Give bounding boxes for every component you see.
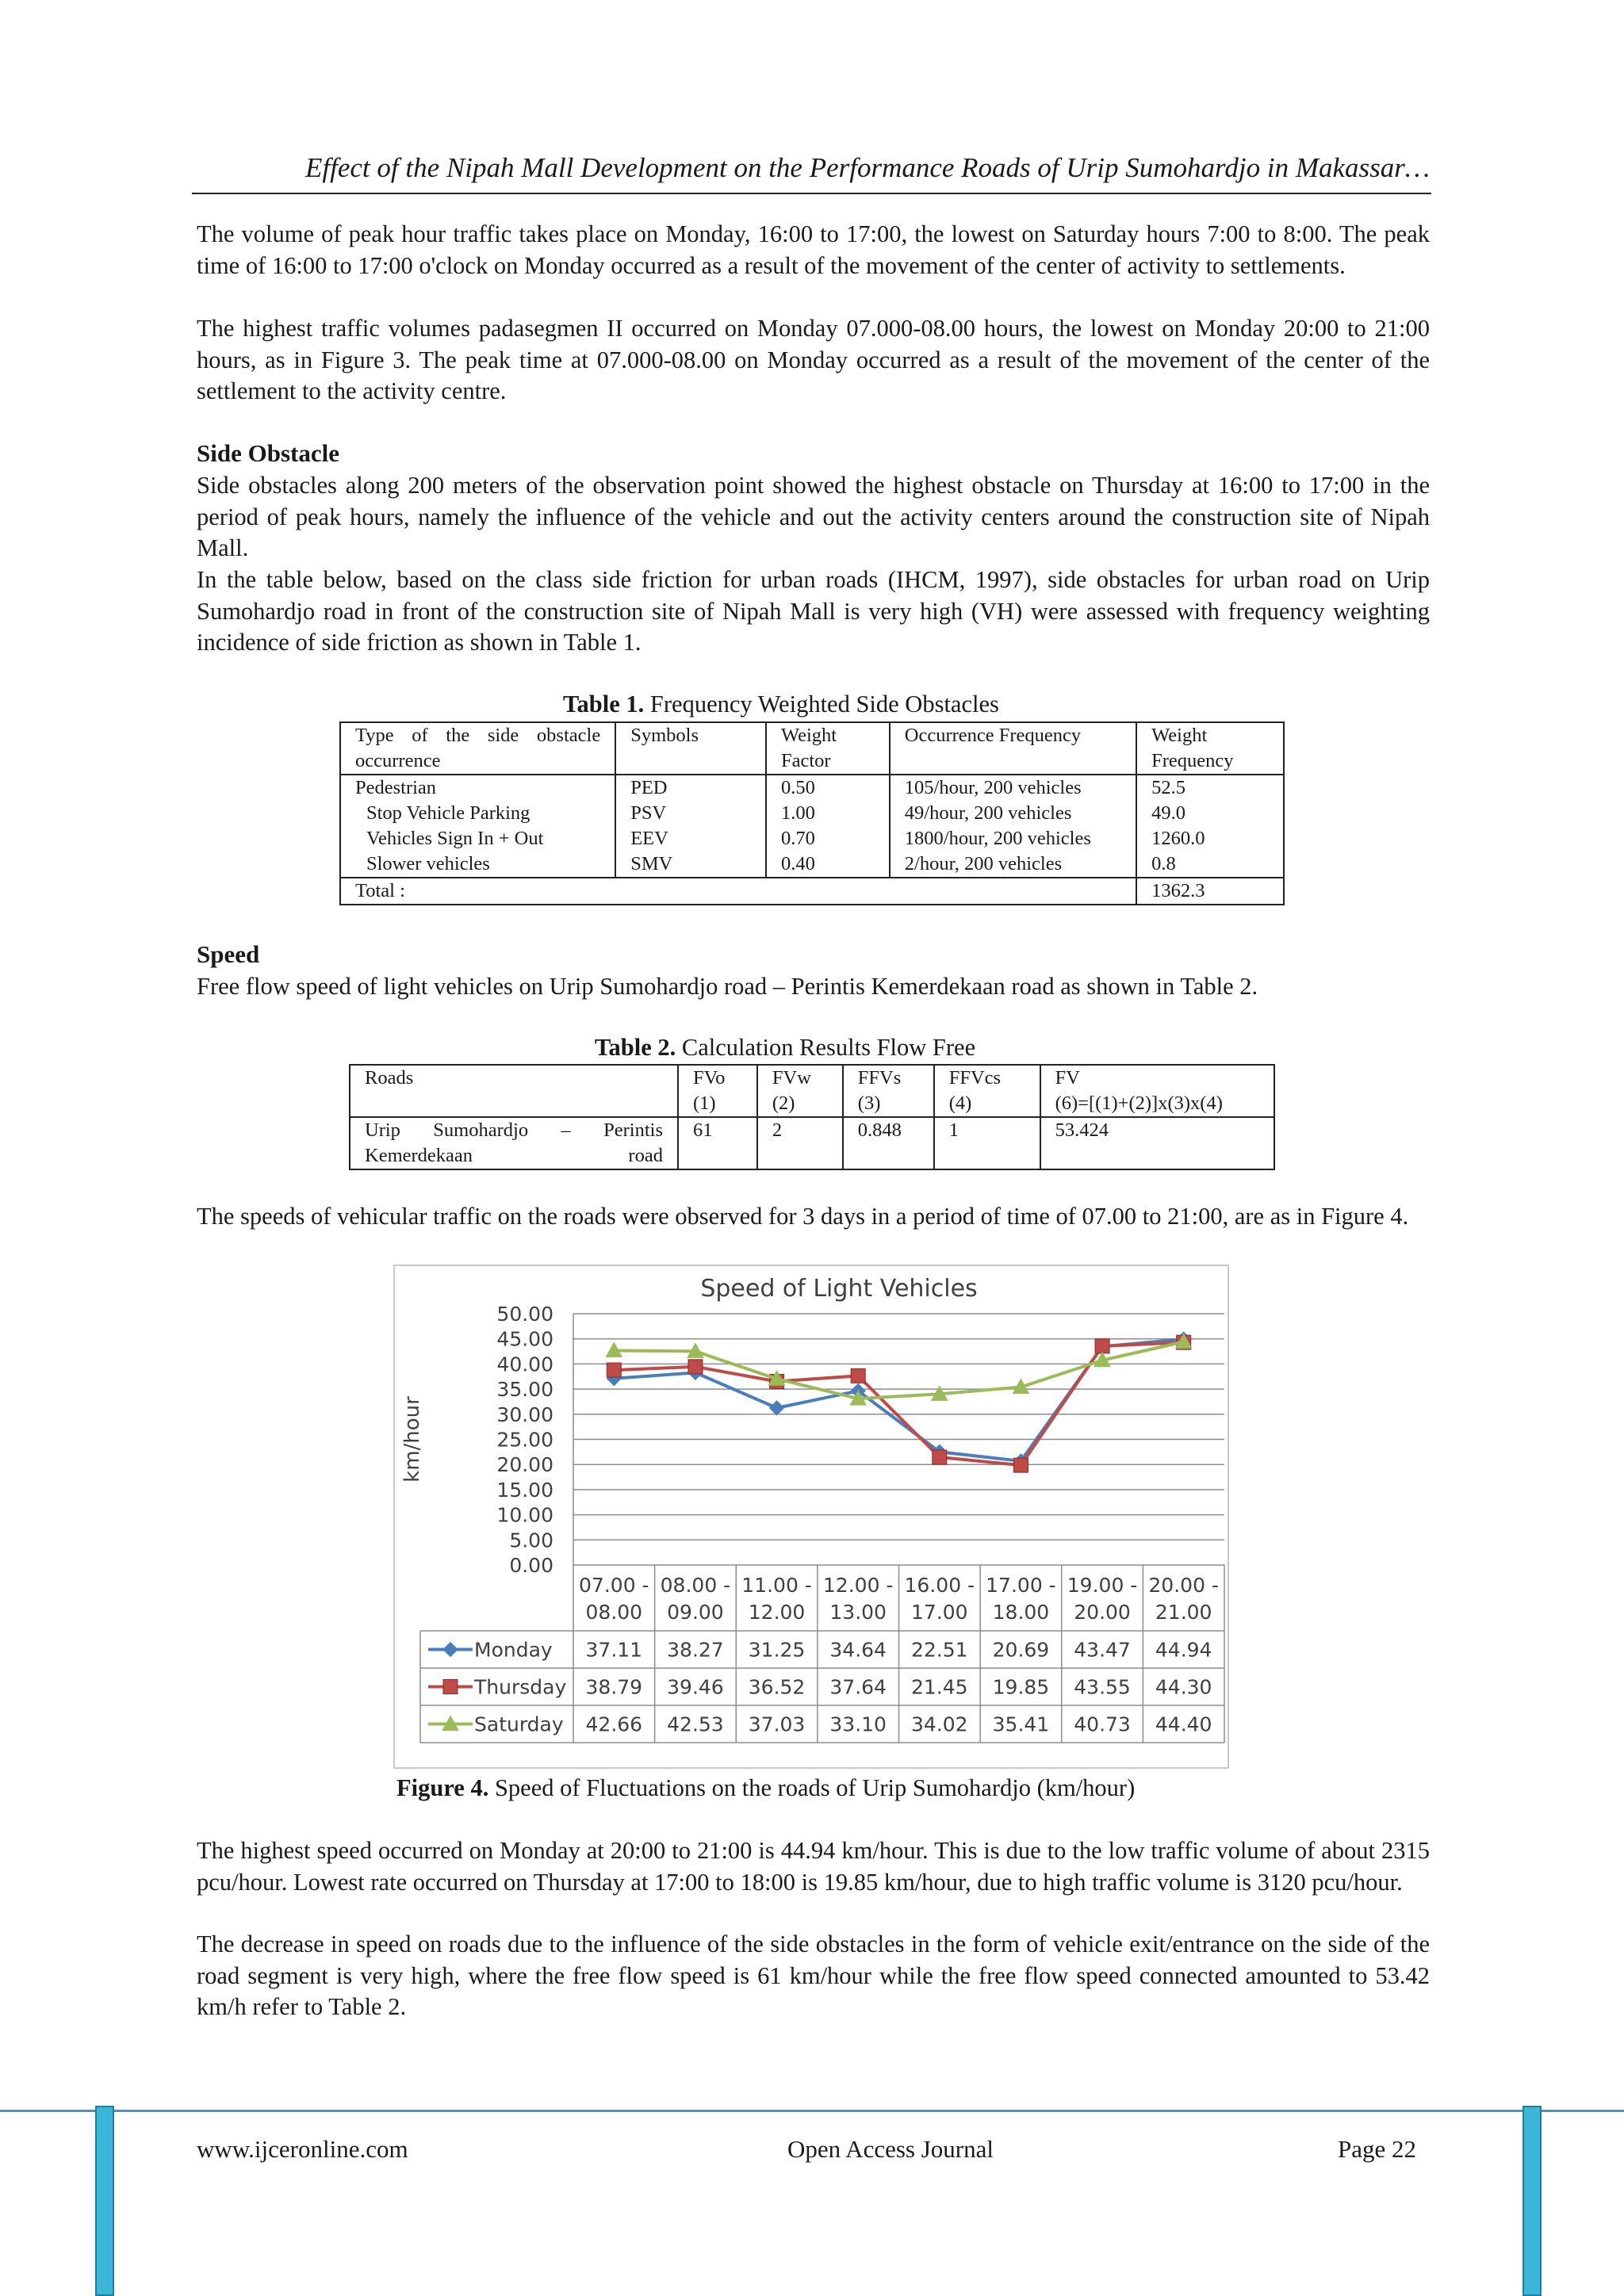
data-label: 44.94 xyxy=(1155,1638,1212,1662)
data-label: 35.41 xyxy=(992,1712,1050,1736)
figure4-caption: Figure 4. Speed of Fluctuations on the roads of Urip Sumohardjo (km/hour) xyxy=(396,1774,1136,1801)
data-label: 44.30 xyxy=(1155,1675,1212,1699)
data-label: 44.40 xyxy=(1155,1712,1212,1736)
data-label: 42.66 xyxy=(585,1712,643,1736)
y-tick-label: 50.00 xyxy=(496,1303,553,1326)
x-tick-label: 12.00 - xyxy=(822,1574,894,1597)
table1-header-cell: Weight Frequency xyxy=(1136,722,1284,775)
data-point-thursday xyxy=(688,1360,703,1374)
table1 xyxy=(339,721,1285,905)
table2-cell: 53.424 xyxy=(1040,1117,1274,1169)
table2-header-cell: FV xyxy=(1040,1065,1274,1091)
y-tick-label: 20.00 xyxy=(496,1453,553,1477)
x-tick-label: 09.00 xyxy=(667,1601,724,1624)
table1-cell: 0.8 xyxy=(1136,851,1284,878)
data-label: 21.45 xyxy=(911,1675,968,1699)
data-label: 37.03 xyxy=(748,1712,806,1736)
footer-right-bar xyxy=(1522,2106,1542,2296)
table1-cell: 0.70 xyxy=(766,826,890,851)
x-tick-label: 20.00 - xyxy=(1148,1574,1219,1597)
data-point-thursday xyxy=(851,1368,865,1383)
table1-cell: EEV xyxy=(615,826,766,851)
table1-cell: Stop Vehicle Parking xyxy=(340,801,615,826)
footer-left-bar xyxy=(95,2106,114,2296)
x-tick-label: 13.00 xyxy=(829,1601,887,1624)
table1-header-cell: Symbols xyxy=(615,722,766,775)
y-axis-label: km/hour xyxy=(400,1396,424,1483)
table1-cell: 0.50 xyxy=(766,775,890,801)
paragraph-observed-speeds: The speeds of vehicular traffic on the roads were observed for 3 days in a period of time of 07.00 to 21:00, are as in Figure 4. xyxy=(197,1203,1409,1230)
table1-header-cell: Weight Factor xyxy=(766,722,890,775)
table2 xyxy=(349,1064,1275,1170)
data-label: 42.53 xyxy=(667,1712,724,1736)
data-label: 43.47 xyxy=(1074,1638,1131,1662)
table1-cell: Vehicles Sign In + Out xyxy=(340,826,615,851)
table2-subheader-cell: (2) xyxy=(757,1091,843,1117)
y-tick-label: 15.00 xyxy=(496,1478,553,1502)
data-label: 39.46 xyxy=(667,1675,724,1699)
table1-cell: Slower vehicles xyxy=(340,851,615,878)
table1-caption: Table 1. Frequency Weighted Side Obstacles xyxy=(563,691,999,718)
table1-cell: 1260.0 xyxy=(1136,826,1284,851)
table1-cell: 105/hour, 200 vehicles xyxy=(890,775,1136,801)
paragraph-speed-decrease: The decrease in speed on roads due to the influence of the side obstacles in the form of vehicle exit/entrance on the side of the road segment is very high, where the free flow speed is 61 km/hour while the free flow speed connected amounted to 53.42 km/h refer to Table 2. xyxy=(197,1931,1430,2020)
running-header: Effect of the Nipah Mall Development on the Performance Roads of Urip Sumohardjo in Makassar… xyxy=(305,152,1430,183)
data-label: 19.85 xyxy=(992,1675,1050,1699)
table1-header-cell: Occurrence Frequency xyxy=(890,722,1136,775)
x-tick-label: 08.00 - xyxy=(660,1574,731,1597)
data-label: 34.02 xyxy=(911,1712,968,1736)
x-tick-label: 17.00 xyxy=(911,1601,968,1624)
section-heading-speed: Speed xyxy=(197,940,260,968)
legend-label-saturday: Saturday xyxy=(474,1712,564,1736)
data-label: 43.55 xyxy=(1074,1675,1131,1699)
table1-header-cell: Type of the side obstacle occurrence xyxy=(340,722,615,775)
table2-cell: 61 xyxy=(678,1117,757,1169)
paragraph-side-friction: In the table below, based on the class side friction for urban roads (IHCM, 1997), side obstacles for urban road on Urip Sumohardjo road in front of the construction site of Nipah Mall is very high (VH) were assessed with frequency weighting incidence of side friction as shown in Table 1. xyxy=(197,566,1430,656)
speed-chart xyxy=(393,1265,1229,1769)
table1-cell: Pedestrian xyxy=(340,775,615,801)
x-tick-label: 08.00 xyxy=(585,1601,643,1624)
speed-chart-svg xyxy=(395,1266,1228,1767)
table1-header-row xyxy=(340,722,1284,775)
table2-header-cell: FFVs xyxy=(843,1065,934,1091)
table2-subheader-cell: (1) xyxy=(678,1091,757,1117)
legend-marker-monday xyxy=(443,1643,458,1657)
header-rule xyxy=(192,193,1431,194)
table2-cell: 1 xyxy=(934,1117,1040,1169)
y-tick-label: 40.00 xyxy=(496,1353,553,1376)
data-label: 34.64 xyxy=(829,1638,887,1662)
table2-header-row xyxy=(350,1065,1274,1091)
footer-website: www.ijceronline.com xyxy=(197,2135,408,2163)
x-tick-label: 16.00 - xyxy=(904,1574,975,1597)
footer-journal: Open Access Journal xyxy=(787,2135,994,2163)
data-label: 38.79 xyxy=(585,1675,643,1699)
table2-cell: Urip Sumohardjo – Perintis Kemerdekaan road xyxy=(350,1117,678,1169)
table1-cell: PSV xyxy=(615,801,766,826)
table1-total-value: 1362.3 xyxy=(1136,878,1284,905)
x-tick-label: 20.00 xyxy=(1074,1601,1131,1624)
page-number: Page 22 xyxy=(1338,2135,1417,2163)
table1-cell: 49.0 xyxy=(1136,801,1284,826)
table1-cell: 52.5 xyxy=(1136,775,1284,801)
legend-label-monday: Monday xyxy=(474,1638,553,1662)
table2-subheader-cell: (3) xyxy=(843,1091,934,1117)
data-label: 33.10 xyxy=(829,1712,887,1736)
data-label: 22.51 xyxy=(911,1638,968,1662)
paragraph-peak-volume: The volume of peak hour traffic takes place on Monday, 16:00 to 17:00, the lowest on Saturday hours 7:00 to 8:00. The peak time of 16:00 to 17:00 o'clock on Monday occurred as a result of the movement of the center of activity to settlements. xyxy=(197,220,1430,279)
data-label: 20.69 xyxy=(992,1638,1050,1662)
paragraph-free-flow: Free flow speed of light vehicles on Urip Sumohardjo road – Perintis Kemerdekaan road as shown in Table 2. xyxy=(197,973,1258,1000)
y-tick-label: 35.00 xyxy=(496,1378,553,1402)
table1-cell: 1800/hour, 200 vehicles xyxy=(890,826,1136,851)
table2-header-cell: FVw xyxy=(757,1065,843,1091)
x-tick-label: 17.00 - xyxy=(986,1574,1056,1597)
table2-header-cell: Roads xyxy=(350,1065,678,1117)
data-label: 38.27 xyxy=(667,1638,724,1662)
table2-subheader-cell: (4) xyxy=(934,1091,1040,1117)
table1-cell: 2/hour, 200 vehicles xyxy=(890,851,1136,878)
table-row xyxy=(340,851,1284,878)
paragraph-segment-two: The highest traffic volumes padasegmen II occurred on Monday 07.000-08.00 hours, the lowest on Monday 20:00 to 21:00 hours, as in Figure 3. The peak time at 07.000-08.00 on Monday occurred as a result of the movement of the center of the settlement to the activity centre. xyxy=(197,315,1430,404)
chart-title: Speed of Light Vehicles xyxy=(700,1275,978,1303)
table2-caption: Table 2. Calculation Results Flow Free xyxy=(595,1034,976,1061)
data-point-thursday xyxy=(933,1450,947,1464)
x-tick-label: 11.00 - xyxy=(741,1574,812,1597)
table1-total-label: Total : xyxy=(340,878,1136,905)
y-tick-label: 5.00 xyxy=(509,1529,553,1552)
table-row xyxy=(340,801,1284,826)
data-label: 31.25 xyxy=(748,1638,806,1662)
x-tick-label: 19.00 - xyxy=(1067,1574,1138,1597)
x-tick-label: 07.00 - xyxy=(579,1574,649,1597)
table1-total-row xyxy=(340,878,1284,905)
data-label: 40.73 xyxy=(1074,1712,1131,1736)
table-row xyxy=(350,1117,1274,1169)
legend-label-thursday: Thursday xyxy=(474,1675,567,1699)
legend-marker-thursday xyxy=(443,1680,458,1694)
data-point-thursday xyxy=(1095,1339,1109,1353)
table2-subheader-cell: (6)=[(1)+(2)]x(3)x(4) xyxy=(1040,1091,1274,1117)
table1-cell: 49/hour, 200 vehicles xyxy=(890,801,1136,826)
table2-header-cell: FFVcs xyxy=(934,1065,1040,1091)
table1-cell: PED xyxy=(615,775,766,801)
y-tick-label: 10.00 xyxy=(496,1503,553,1527)
table2-header-cell: FVo xyxy=(678,1065,757,1091)
x-tick-label: 12.00 xyxy=(748,1601,806,1624)
section-heading-side-obstacle: Side Obstacle xyxy=(197,439,339,467)
footer-rule xyxy=(0,2110,1624,2112)
paragraph-side-obstacles: Side obstacles along 200 meters of the observation point showed the highest obstacle on Thursday at 16:00 to 17:00 in the period of peak hours, namely the influence of the vehicle and out the activity centers around the construction site of Nipah Mall. xyxy=(197,472,1430,561)
table2-cell: 2 xyxy=(757,1117,843,1169)
y-tick-label: 25.00 xyxy=(496,1428,553,1452)
paragraph-highest-speed: The highest speed occurred on Monday at 20:00 to 21:00 is 44.94 km/hour. This is due to the low traffic volume of about 2315 pcu/hour. Lowest rate occurred on Thursday at 17:00 to 18:00 is 19.85 km/hour, due to high traffic volume is 3120 pcu/hour. xyxy=(197,1837,1430,1896)
data-point-thursday xyxy=(1013,1458,1028,1472)
data-point-thursday xyxy=(607,1363,621,1377)
x-tick-label: 21.00 xyxy=(1155,1601,1212,1624)
table1-cell: SMV xyxy=(615,851,766,878)
y-tick-label: 45.00 xyxy=(496,1327,553,1351)
y-tick-label: 30.00 xyxy=(496,1402,553,1426)
data-label: 37.11 xyxy=(585,1638,643,1662)
table2-cell: 0.848 xyxy=(843,1117,934,1169)
data-label: 37.64 xyxy=(829,1675,887,1699)
table1-cell: 0.40 xyxy=(766,851,890,878)
y-tick-label: 0.00 xyxy=(509,1554,553,1577)
x-tick-label: 18.00 xyxy=(992,1601,1050,1624)
table-row xyxy=(340,775,1284,801)
data-label: 36.52 xyxy=(748,1675,806,1699)
table-row xyxy=(340,826,1284,851)
table1-cell: 1.00 xyxy=(766,801,890,826)
data-point-monday xyxy=(770,1401,784,1415)
